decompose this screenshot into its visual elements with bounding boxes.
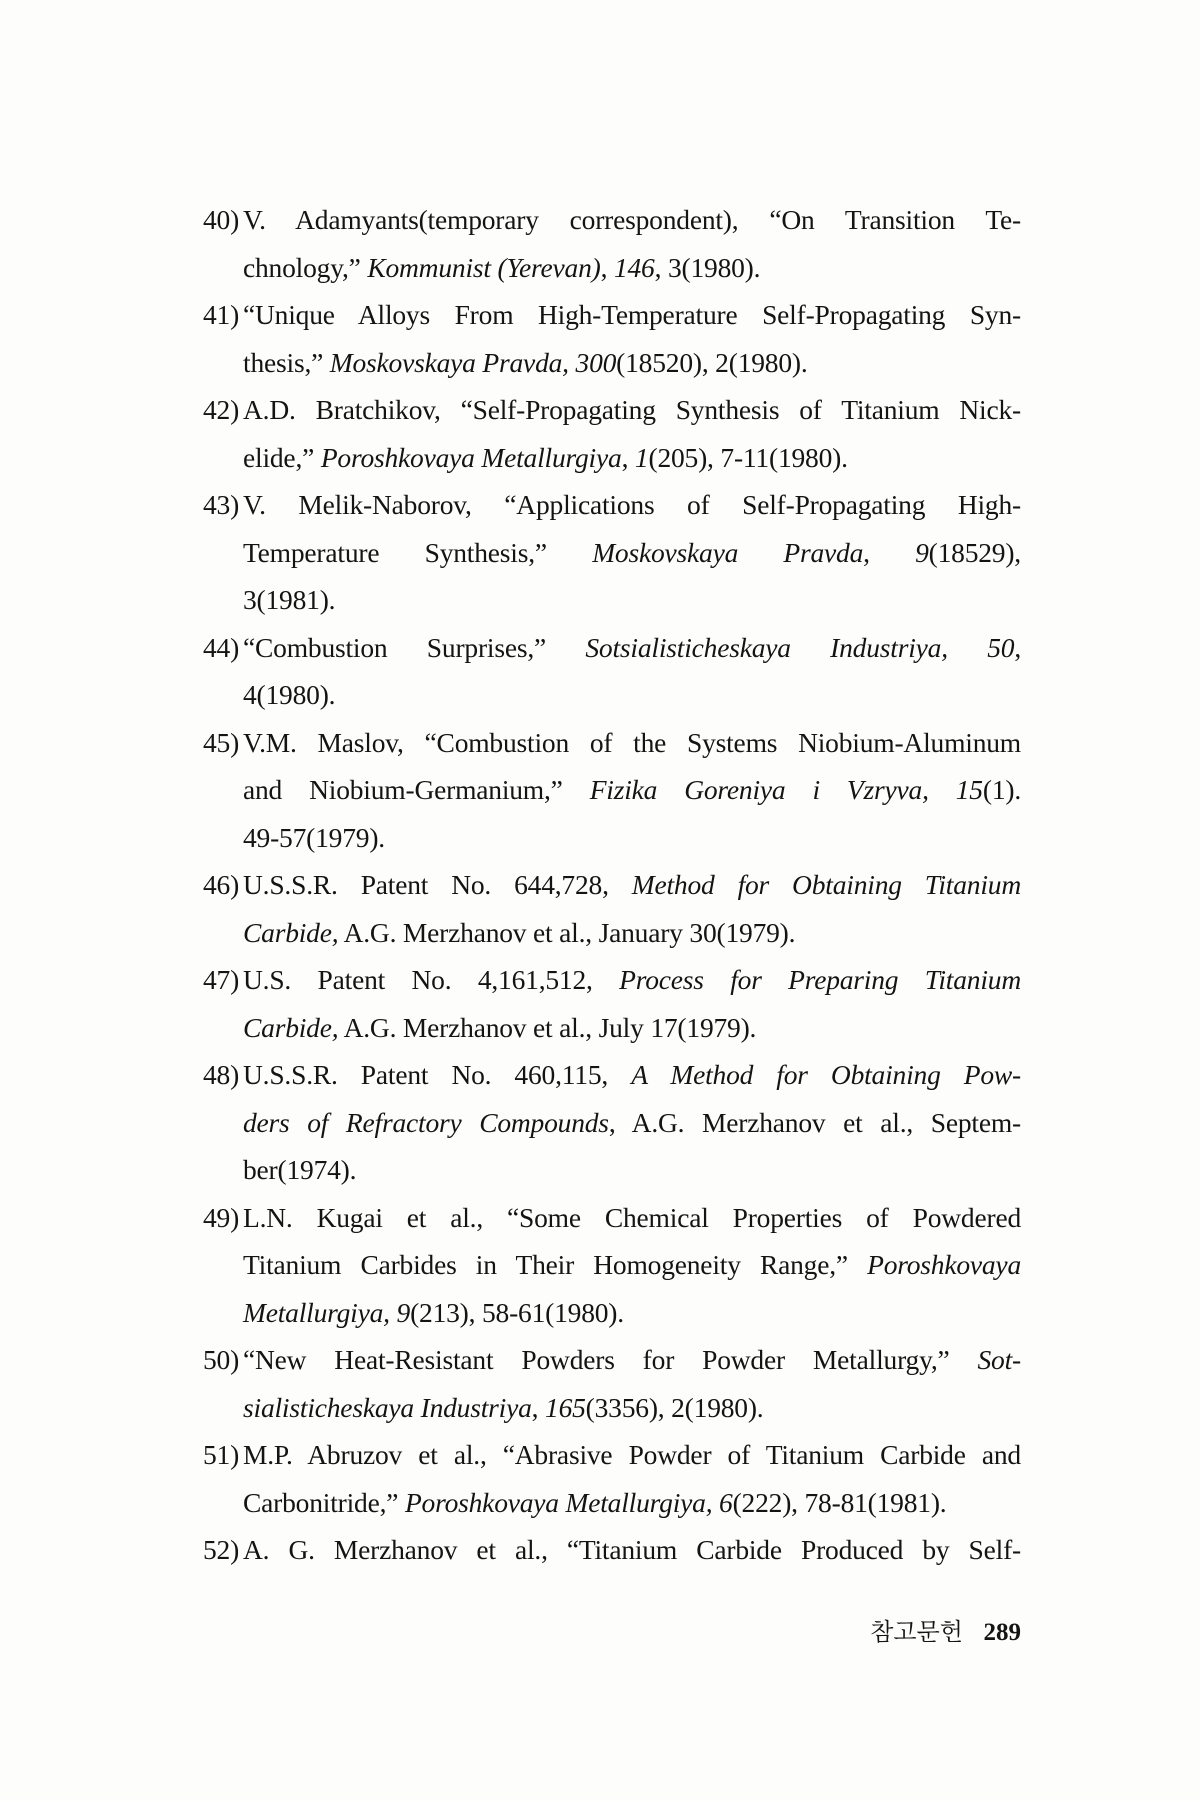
reference-text: “Combustion Surprises,”	[243, 631, 586, 663]
reference-number: 52)	[203, 1534, 240, 1565]
reference-text: ,	[621, 441, 635, 473]
reference-entry-line	[203, 390, 1021, 430]
reference-text: V. Melik-Naborov, “Applications of Self-Propagating High-	[243, 489, 1021, 520]
reference-italic-text: Sotsialisticheskaya Industriya, 50	[585, 631, 1015, 663]
reference-continuation-line	[243, 1483, 1021, 1523]
reference-number: 44)	[203, 631, 240, 663]
running-footer-section: 참고문헌	[870, 1618, 963, 1646]
reference-text: thesis,”	[243, 346, 330, 378]
reference-italic-text: Poroshkovaya	[867, 1249, 1021, 1280]
reference-italic-text: Fizika Goreniya i Vzryva, 15	[589, 774, 983, 805]
reference-continuation-line	[243, 533, 1021, 573]
reference-text: A.G. Merzhanov et al., July 17(1979).	[338, 1011, 757, 1043]
reference-continuation-line	[243, 248, 1021, 288]
reference-text: Temperature Synthesis,”	[243, 536, 593, 568]
reference-italic-text: Poroshkovaya Metallurgiya, 6	[404, 1486, 733, 1518]
reference-text: , 3(1980).	[654, 251, 761, 283]
reference-text: (18520), 2(1980).	[616, 346, 808, 378]
reference-text: “Unique Alloys From High-Temperature Self-Propagating Syn-	[243, 299, 1021, 330]
reference-continuation-line	[243, 770, 1021, 810]
reference-italic-text: Process for Preparing Titanium	[619, 964, 1021, 995]
reference-continuation-line	[243, 1245, 1021, 1285]
reference-number: 41)	[203, 299, 240, 330]
reference-text: elide,”	[243, 441, 321, 473]
reference-text: A.D. Bratchikov, “Self-Propagating Synthesis of Titanium Nick-	[243, 394, 1021, 425]
reference-continuation-line	[243, 1150, 1021, 1190]
reference-text: , A.G. Merzhanov et al., Septem-	[608, 1106, 1022, 1138]
reference-text: ber(1974).	[243, 1154, 357, 1185]
reference-text: U.S.S.R. Patent No. 644,728,	[243, 869, 632, 900]
reference-text: V.M. Maslov, “Combustion of the Systems Niobium-Aluminum	[243, 726, 1021, 758]
reference-text: ,	[863, 536, 916, 568]
reference-text: V. Adamyants(temporary correspondent), “On Transition Te-	[243, 204, 1021, 235]
reference-entry-line	[203, 295, 1021, 335]
reference-entry-line	[203, 1435, 1021, 1475]
reference-italic-text: Sot-	[977, 1344, 1021, 1375]
reference-text: U.S. Patent No. 4,161,512,	[243, 964, 620, 995]
reference-number: 42)	[203, 394, 240, 425]
reference-continuation-line	[243, 343, 1021, 383]
reference-italic-text: Carbide,	[243, 916, 339, 948]
reference-italic-text: A Method for Obtaining Pow-	[631, 1059, 1021, 1090]
reference-italic-text: 146	[613, 251, 655, 283]
reference-continuation-line	[243, 1388, 1021, 1428]
reference-number: 51)	[203, 1439, 240, 1470]
reference-continuation-line	[243, 913, 1021, 953]
page-footer	[870, 1612, 1021, 1647]
reference-text: A.G. Merzhanov et al., January 30(1979).	[338, 916, 796, 948]
reference-continuation-line	[243, 1008, 1021, 1048]
reference-text: and Niobium-Germanium,”	[243, 774, 590, 805]
reference-text: (18529),	[928, 536, 1021, 568]
reference-number: 46)	[203, 869, 240, 900]
reference-italic-text: 165	[545, 1391, 586, 1423]
reference-italic-text: ders of Refractory Compounds	[243, 1106, 609, 1138]
reference-text: L.N. Kugai et al., “Some Chemical Properties of Powdered	[243, 1201, 1021, 1233]
reference-continuation-line	[243, 580, 1021, 620]
reference-italic-text: Poroshkovaya Metallurgiya	[320, 441, 622, 473]
reference-italic-text: 1	[634, 441, 649, 473]
reference-italic-text: 9	[915, 536, 929, 568]
reference-entry-line	[203, 865, 1021, 905]
reference-number: 50)	[203, 1344, 240, 1375]
reference-continuation-line	[243, 1103, 1021, 1143]
reference-text: chnology,”	[243, 251, 368, 283]
reference-text: (3356), 2(1980).	[585, 1391, 764, 1423]
reference-text: ,	[600, 251, 614, 283]
reference-italic-text: Moskovskaya Pravda, 300	[329, 346, 617, 378]
reference-number: 45)	[203, 726, 240, 758]
reference-text: “New Heat-Resistant Powders for Powder Metallurgy,”	[243, 1344, 978, 1375]
reference-entry-line	[203, 1340, 1021, 1380]
reference-italic-text: Metallurgiya, 9	[243, 1296, 411, 1328]
reference-continuation-line	[243, 1293, 1021, 1333]
reference-italic-text: Kommunist (Yerevan)	[367, 251, 601, 283]
reference-text: A. G. Merzhanov et al., “Titanium Carbide Produced by Self-	[243, 1534, 1021, 1565]
reference-text: 3(1981).	[243, 584, 336, 615]
reference-entry-line	[203, 1198, 1021, 1238]
reference-italic-text: Carbide,	[243, 1011, 339, 1043]
reference-text: (222), 78-81(1981).	[732, 1486, 947, 1518]
reference-text: 4(1980).	[243, 679, 336, 710]
reference-text: (213), 58-61(1980).	[410, 1296, 624, 1328]
reference-text: Carbonitride,”	[243, 1486, 405, 1518]
reference-text: Titanium Carbides in Their Homogeneity Range,”	[243, 1249, 868, 1280]
reference-text: ,	[1014, 631, 1021, 663]
reference-continuation-line	[243, 818, 1021, 858]
reference-continuation-line	[243, 438, 1021, 478]
reference-text: 49-57(1979).	[243, 821, 385, 853]
reference-text: ,	[531, 1391, 546, 1423]
reference-continuation-line	[243, 675, 1021, 715]
reference-italic-text: Moskovskaya Pravda	[592, 536, 864, 568]
reference-italic-text: Method for Obtaining Titanium	[631, 869, 1021, 900]
reference-entry-line	[203, 485, 1021, 525]
reference-number: 47)	[203, 964, 240, 995]
reference-entry-line	[203, 628, 1021, 668]
reference-text: (1).	[982, 774, 1021, 805]
reference-text: M.P. Abruzov et al., “Abrasive Powder of Titanium Carbide and	[243, 1439, 1021, 1470]
reference-entry-line	[203, 723, 1021, 763]
page-number: 289	[983, 1619, 1021, 1646]
reference-text: U.S.S.R. Patent No. 460,115,	[243, 1059, 632, 1090]
reference-number: 48)	[203, 1059, 240, 1090]
reference-entry-line	[203, 960, 1021, 1000]
reference-entry-line	[203, 1530, 1021, 1570]
reference-number: 49)	[203, 1201, 240, 1233]
reference-italic-text: sialisticheskaya Industriya	[243, 1391, 532, 1423]
reference-entry-line	[203, 1055, 1021, 1095]
reference-number: 43)	[203, 489, 240, 520]
reference-number: 40)	[203, 204, 240, 235]
reference-entry-line	[203, 200, 1021, 240]
reference-text: (205), 7-11(1980).	[648, 441, 848, 473]
